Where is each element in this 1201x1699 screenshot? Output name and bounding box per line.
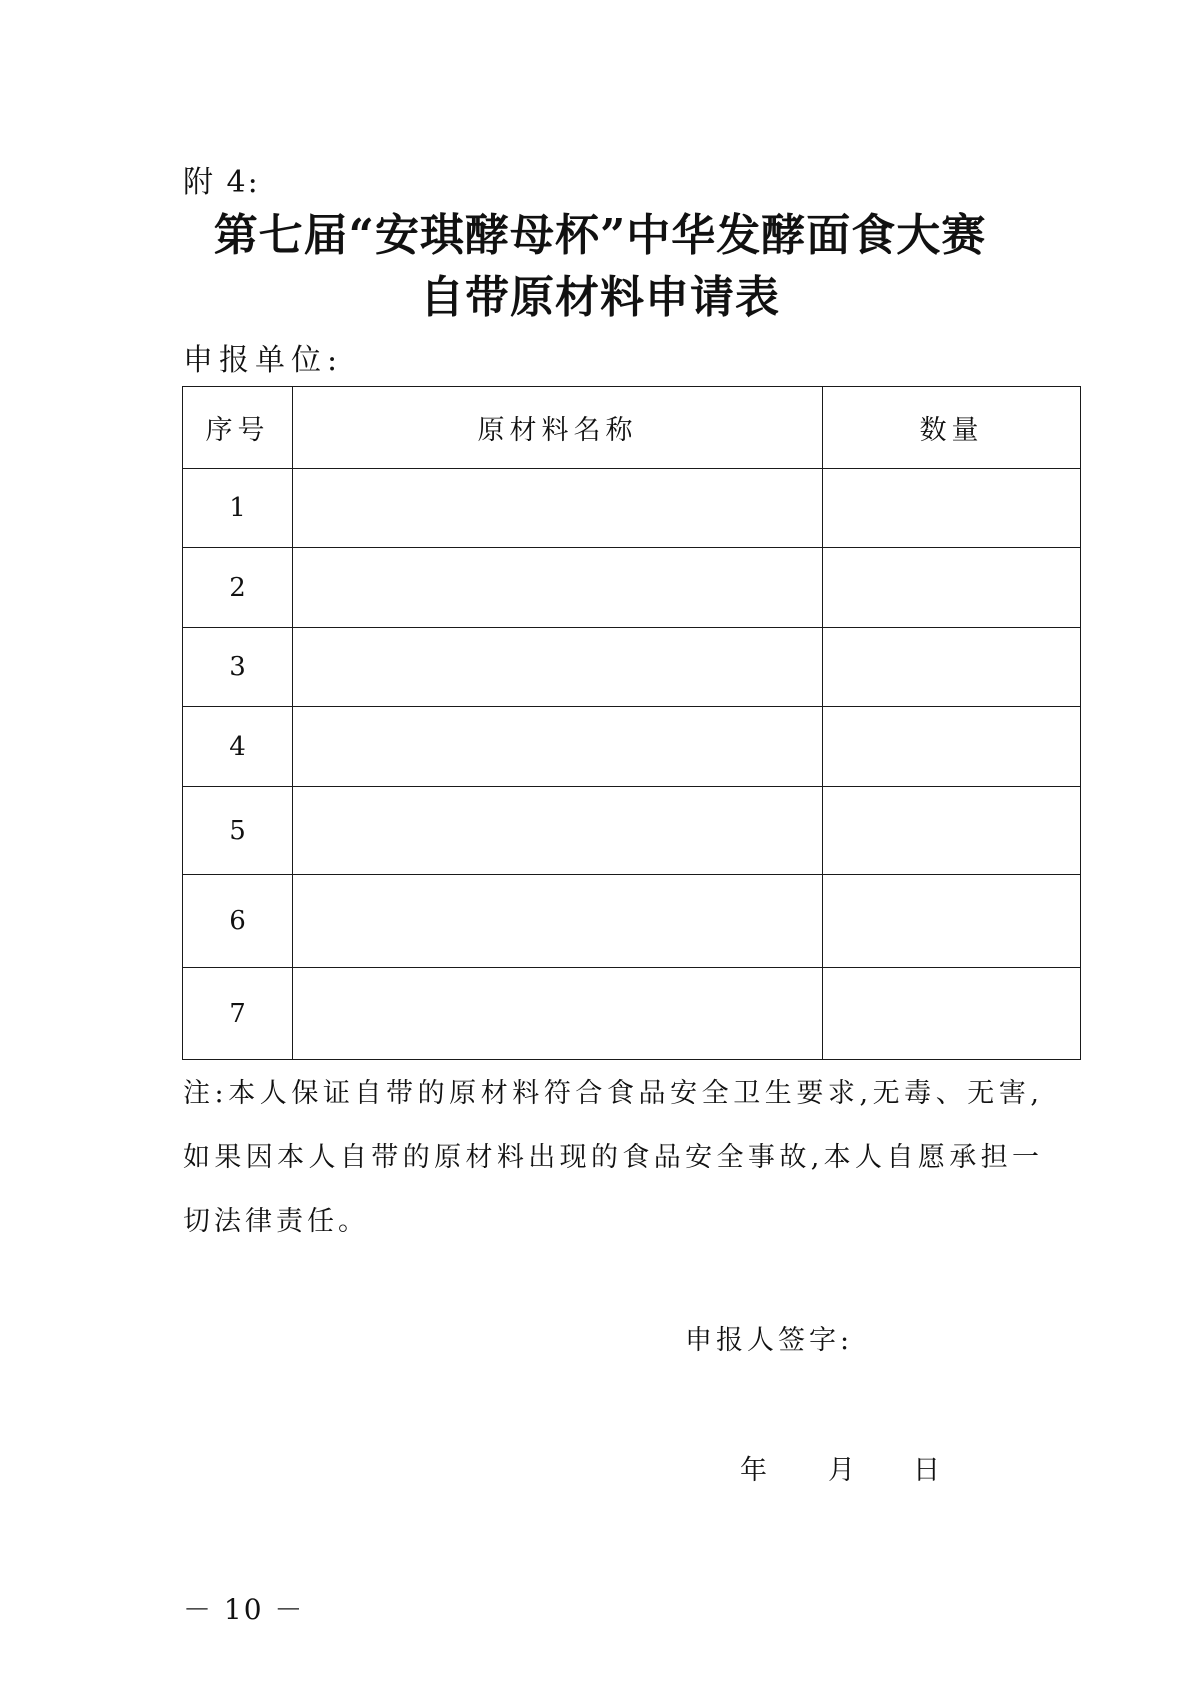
table-header-row [183,387,1081,469]
date-year-label: 年 [740,1455,767,1486]
material-name-cell[interactable] [293,707,823,787]
quantity-cell[interactable] [823,875,1081,968]
row-serial-number: 2 [183,548,293,628]
quantity-cell[interactable] [823,968,1081,1060]
header-material-name: 原材料名称 [293,387,823,469]
form-title-line2: 自带原材料申请表 [420,272,780,323]
header-serial-number: 序号 [183,387,293,469]
liability-note: 注:本人保证自带的原材料符合食品安全卫生要求,无毒、无害,如果因本人自带的原材料出现的食品安全事故,本人自愿承担一切法律责任。 [183,1078,1043,1237]
row-serial-number: 5 [183,787,293,875]
row-serial-number: 7 [183,968,293,1060]
quantity-cell[interactable] [823,548,1081,628]
header-quantity: 数量 [823,387,1081,469]
row-serial-number: 1 [183,469,293,548]
table-row [183,968,1081,1060]
table-row [183,707,1081,787]
quantity-cell[interactable] [823,628,1081,707]
applicant-unit-label: 申报单位: [183,343,344,378]
quantity-cell[interactable] [823,469,1081,548]
row-serial-number: 6 [183,875,293,968]
page-number: － 10 － [183,1593,305,1626]
material-name-cell[interactable] [293,875,823,968]
row-serial-number: 4 [183,707,293,787]
date-month-label: 月 [828,1455,855,1486]
material-name-cell[interactable] [293,968,823,1060]
material-name-cell[interactable] [293,548,823,628]
table-row [183,469,1081,548]
table-row [183,875,1081,968]
material-name-cell[interactable] [293,787,823,875]
material-name-cell[interactable] [293,628,823,707]
annex-label: 附 4: [183,165,260,200]
table-row [183,548,1081,628]
date-day-label: 日 [913,1455,940,1486]
materials-table [182,386,1081,1060]
material-name-cell[interactable] [293,469,823,548]
form-title-line1: 第七届“安琪酵母杯”中华发酵面食大赛 [213,210,987,261]
table-row [183,787,1081,875]
row-serial-number: 3 [183,628,293,707]
quantity-cell[interactable] [823,707,1081,787]
table-row [183,628,1081,707]
applicant-signature-label: 申报人签字: [685,1325,854,1356]
quantity-cell[interactable] [823,787,1081,875]
